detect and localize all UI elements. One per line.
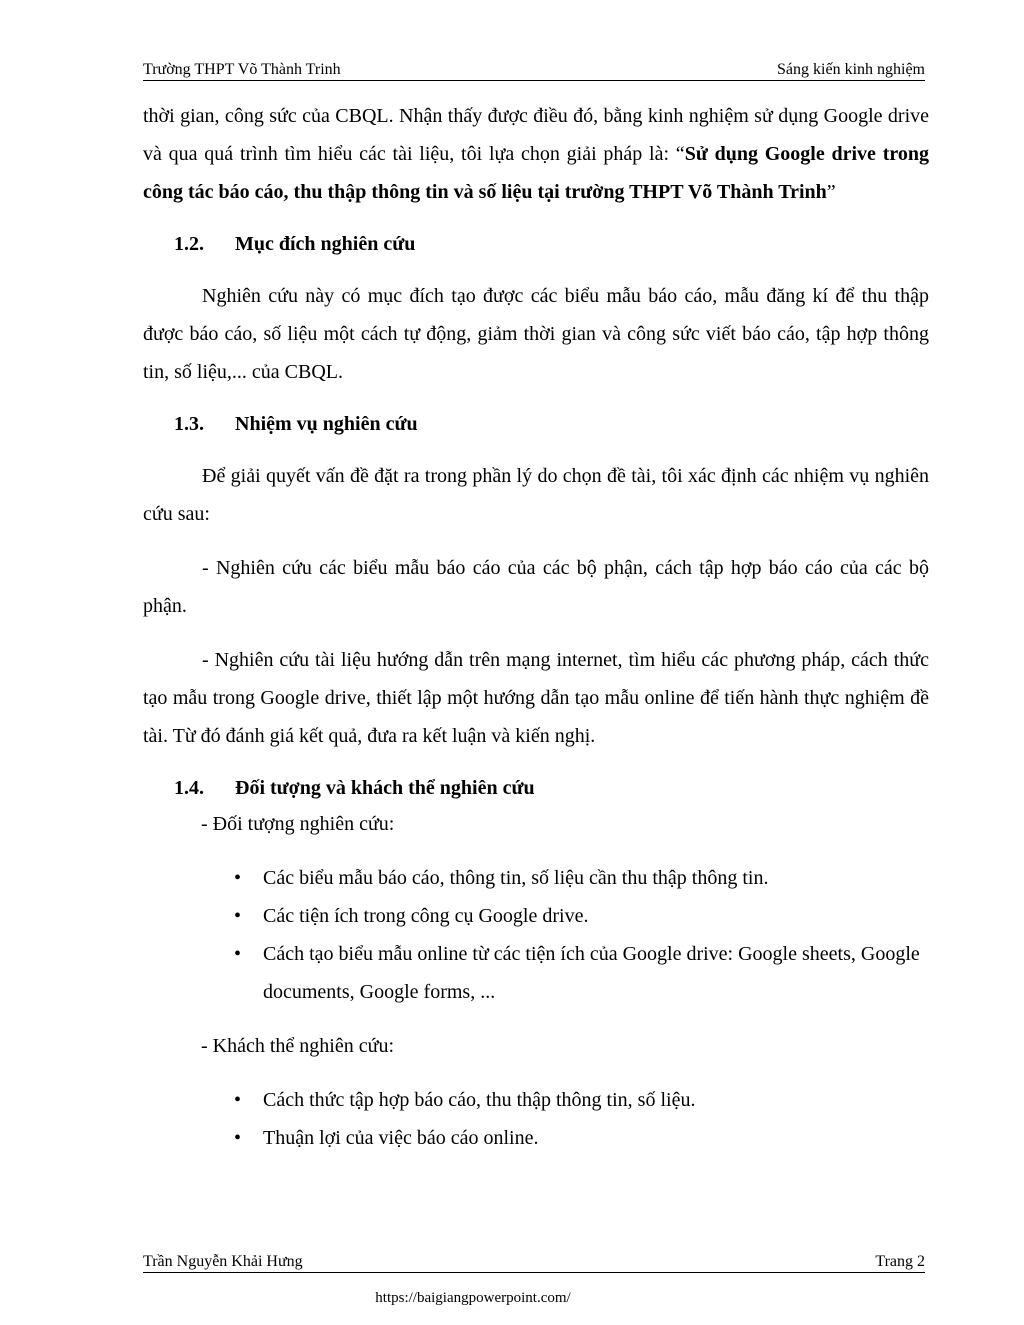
section-heading-1-4: [143, 769, 929, 807]
intro-bold-solution: Sử dụng Google drive trong công tác báo cáo, thu thập thông tin và số liệu tại trường THPT Võ Thành Trinh: [143, 143, 930, 203]
list-item-text: Các biểu mẫu báo cáo, thông tin, số liệu cần thu thập thông tin.: [263, 867, 769, 889]
section-1-3-paragraph-1: Để giải quyết vấn đề đặt ra trong phần lý do chọn đề tài, tôi xác định các nhiệm vụ nghiên cứu sau:: [143, 465, 929, 525]
intro-paragraph: [143, 97, 929, 211]
section-title: Nhiệm vụ nghiên cứu: [235, 413, 418, 435]
section-1-3-paragraph-2: - Nghiên cứu các biểu mẫu báo cáo của các bộ phận, cách tập hợp báo cáo của các bộ phận.: [143, 557, 929, 617]
intro-text: thời gian, công sức của CBQL. Nhận thấy được điều đó, bằng kinh nghiệm sử dụng Google drive và qua quá trình tìm hiểu các tài liệu, tôi lựa chọn giải pháp là: “: [143, 105, 929, 165]
list-item-text: Thuận lợi của việc báo cáo online.: [263, 1127, 539, 1149]
page-content: [143, 97, 929, 1157]
list-item: [143, 1081, 929, 1119]
header-doc-type: Sáng kiến kinh nghiệm: [777, 61, 925, 78]
section-title: Đối tượng và khách thể nghiên cứu: [235, 777, 535, 799]
bullet-icon: •: [234, 905, 242, 927]
subject-label: - Khách thể nghiên cứu:: [201, 1035, 394, 1057]
subject-list: [143, 1081, 929, 1157]
section-number: 1.3.: [174, 413, 204, 435]
bullet-icon: •: [234, 867, 242, 889]
page-header: [143, 60, 925, 81]
list-item: [143, 859, 929, 897]
section-heading-1-2: [143, 225, 929, 263]
section-title: Mục đích nghiên cứu: [235, 233, 416, 255]
bullet-icon: •: [234, 1089, 242, 1111]
object-list: [143, 859, 929, 1011]
bullet-icon: •: [234, 1127, 242, 1149]
intro-close-quote: ”: [826, 181, 836, 203]
list-item-text: Cách thức tập hợp báo cáo, thu thập thông tin, số liệu.: [263, 1089, 696, 1111]
section-1-3-paragraph-3: - Nghiên cứu tài liệu hướng dẫn trên mạng internet, tìm hiểu các phương pháp, cách thức tạo mẫu trong Google drive, thiết lập một hướng dẫn tạo mẫu online để tiến hành thực nghiệm đề tài. Từ đó đánh giá kết quả, đưa ra kết luận và kiến nghị.: [143, 649, 929, 747]
page-footer: [143, 1252, 925, 1273]
header-school: Trường THPT Võ Thành Trinh: [143, 61, 341, 78]
section-heading-1-3: [143, 405, 929, 443]
section-1-2-paragraph: Nghiên cứu này có mục đích tạo được các biểu mẫu báo cáo, mẫu đăng kí để thu thập được báo cáo, số liệu một cách tự động, giảm thời gian và công sức viết báo cáo, tập hợp thông tin, số liệu,... của CBQL.: [143, 285, 929, 383]
footer-author: Trần Nguyễn Khải Hưng: [143, 1253, 303, 1270]
section-number: 1.2.: [174, 233, 204, 255]
list-item: [143, 897, 929, 935]
bullet-icon: •: [234, 943, 242, 965]
list-item-text: Các tiện ích trong công cụ Google drive.: [263, 905, 589, 927]
list-item: [143, 935, 929, 1011]
list-item-text: Cách tạo biểu mẫu online từ các tiện ích của Google drive: Google sheets, Google documents, Google forms, ...: [263, 943, 920, 1003]
object-label: - Đối tượng nghiên cứu:: [201, 813, 395, 835]
list-item: [143, 1119, 929, 1157]
footer-page-number: Trang 2: [875, 1253, 925, 1270]
section-number: 1.4.: [174, 777, 204, 799]
source-url: https://baigiangpowerpoint.com/: [375, 1290, 571, 1306]
